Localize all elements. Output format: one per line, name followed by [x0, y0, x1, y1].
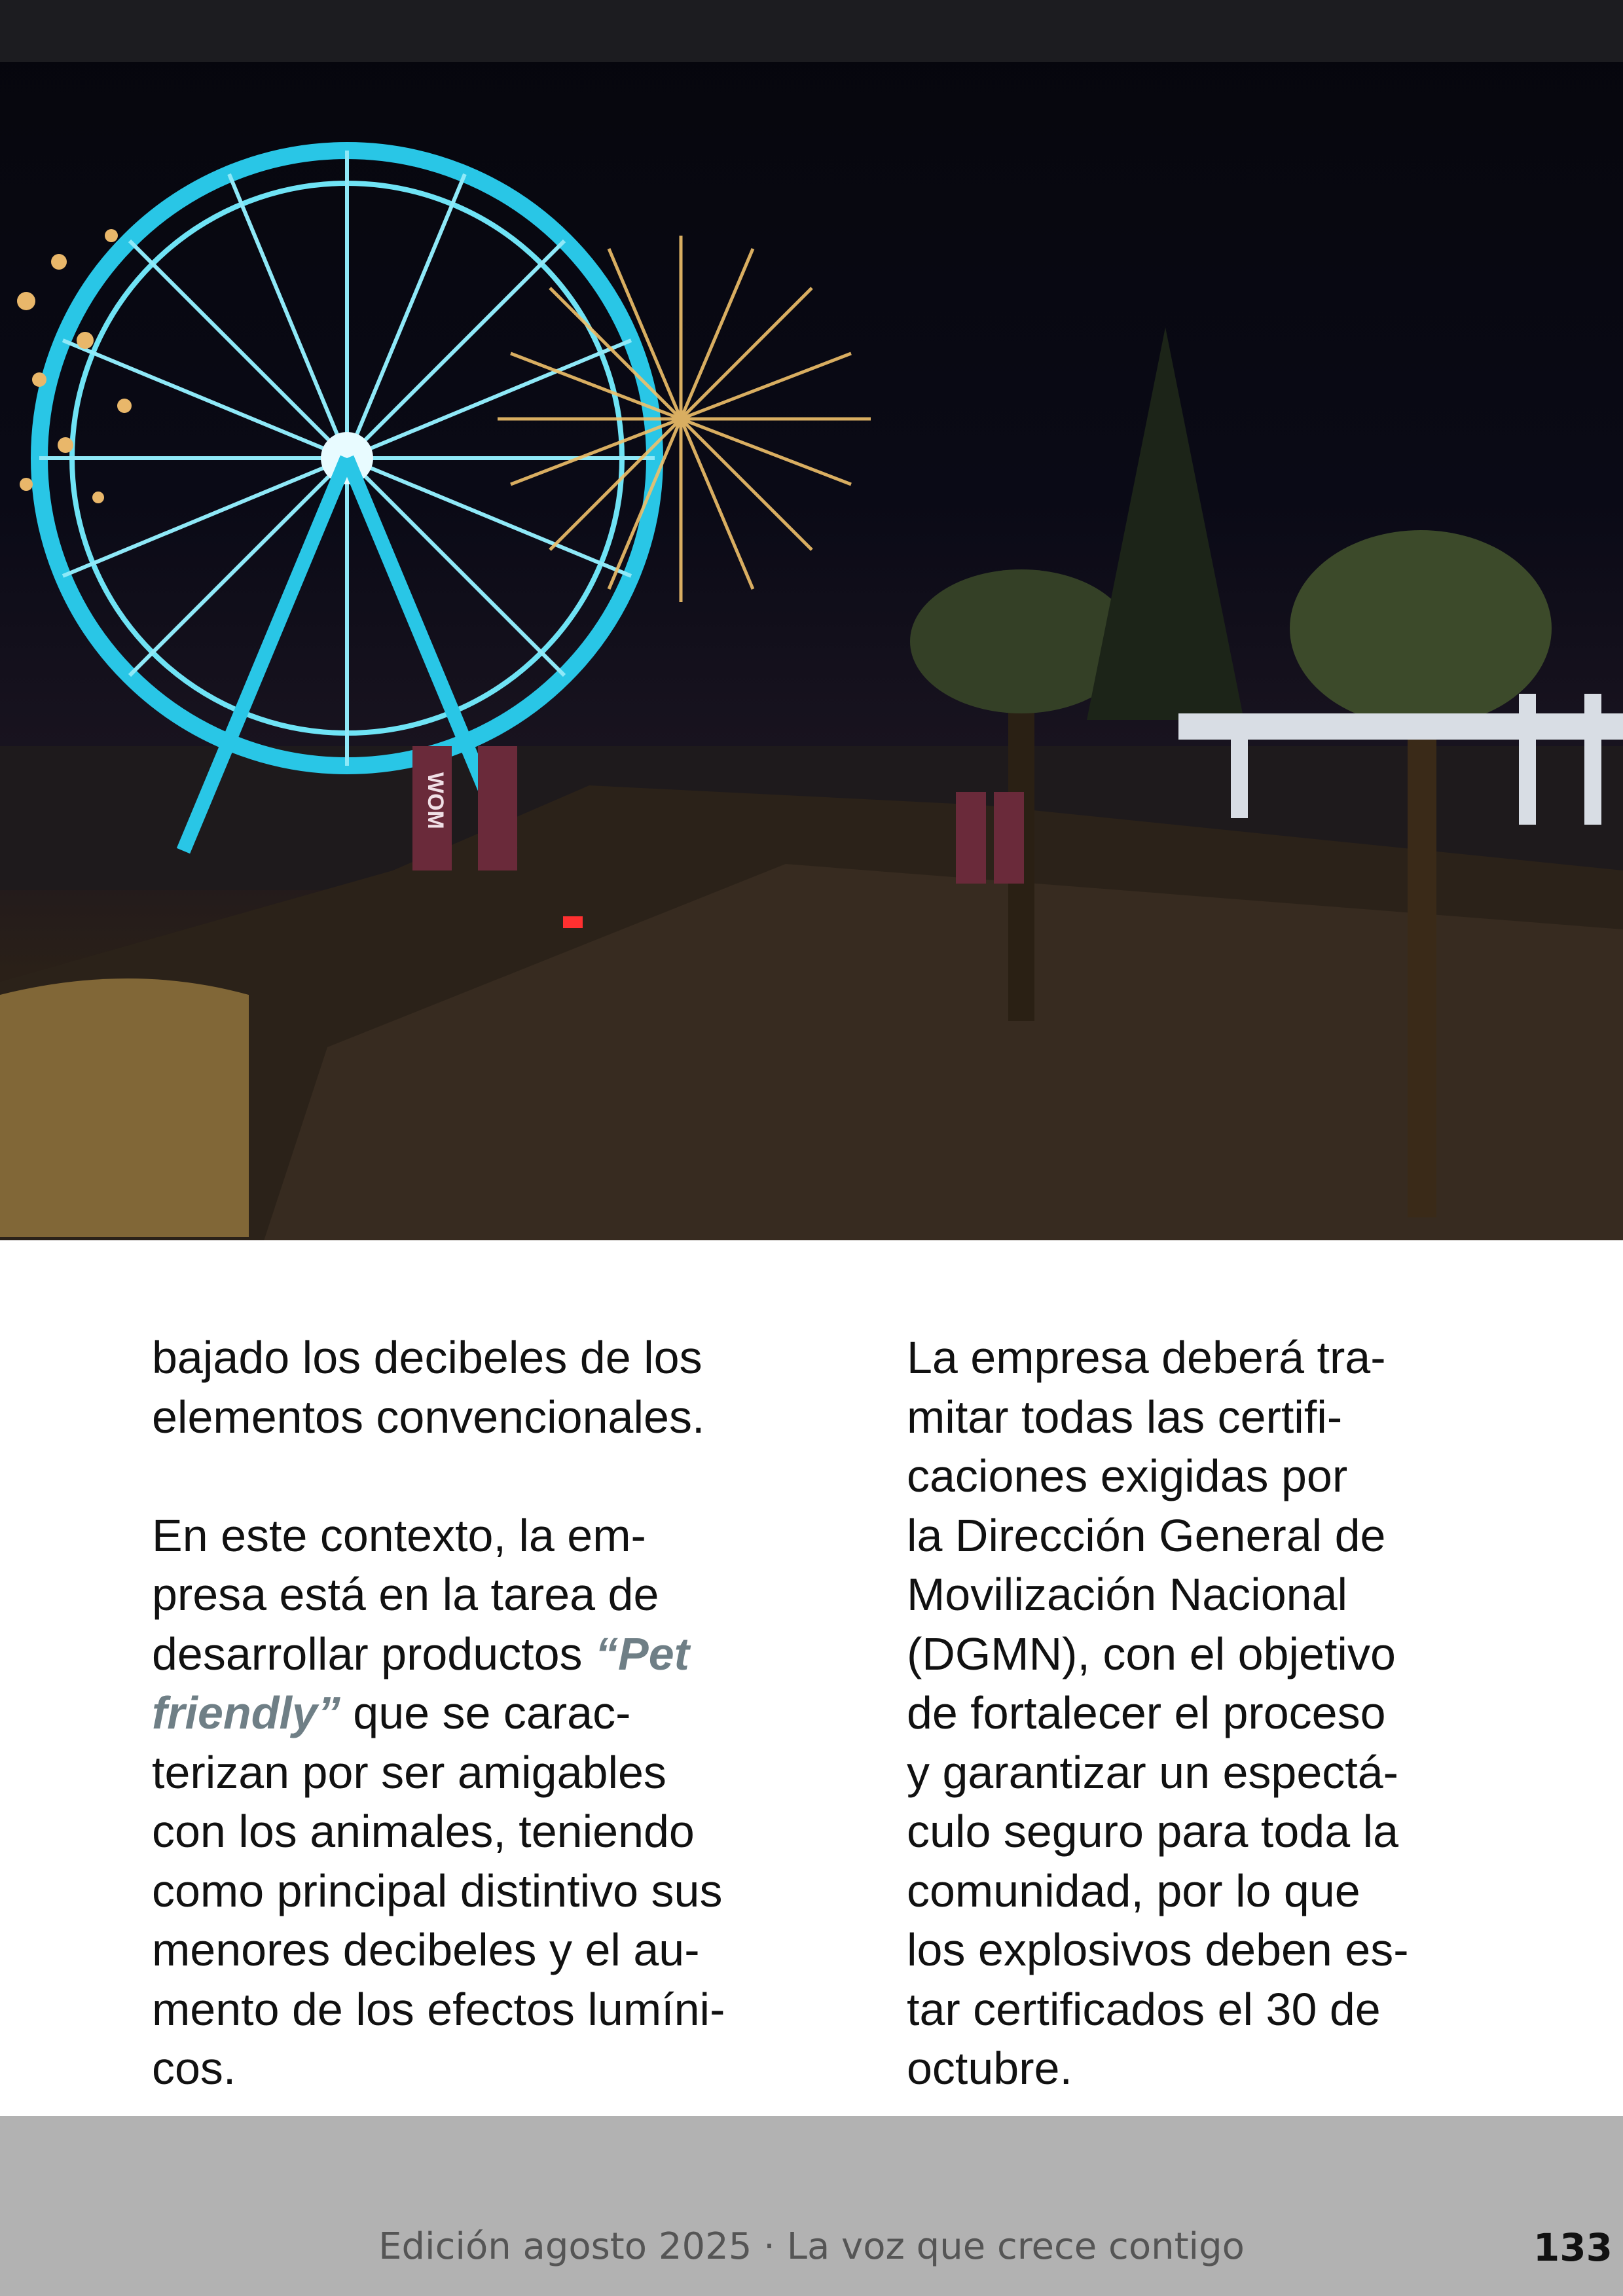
banner-label: WOM — [423, 772, 448, 829]
red-light — [563, 916, 583, 928]
left-paragraph-2-end: que se carac- terizan por ser amigables con los animales, teniendo como principal distintivo sus menores decibeles y el au- mento de los efectos lumíni- cos. — [152, 1687, 725, 2094]
left-paragraph-2 — [152, 1506, 807, 2098]
right-paragraph-1: La empresa deberá tra- mitar todas las certifi- caciones exigidas por la Dirección General de Movilización Nacional (DGMN), con el objetivo de fortalecer el proceso y garantizar un espectá- culo seguro para toda la comunidad, por lo que los explosivos deben es- tar certificados el 30 de octubre. — [907, 1332, 1409, 2094]
string-lights — [0, 978, 249, 1237]
firework-burst — [498, 236, 871, 602]
left-paragraph-2-start: En este contexto, la em- presa está en la tarea de desarrollar productos — [152, 1509, 659, 1679]
page-number: 133 — [1533, 2225, 1613, 2270]
left-paragraph-1: bajado los decibeles de los elementos convencionales. — [152, 1332, 705, 1443]
article-body — [0, 1247, 1623, 2116]
top-band — [0, 0, 1623, 62]
ferris-wheel — [39, 151, 655, 851]
pet-friendly-highlight: “Pet friendly” — [152, 1628, 689, 1738]
right-column — [907, 1328, 1588, 2098]
edition-text: Edición agosto 2025 · La voz que crece contigo — [378, 2225, 1245, 2268]
left-column — [152, 1328, 807, 2098]
page-footer — [0, 2116, 1623, 2296]
photo-edge — [0, 1240, 1623, 1247]
